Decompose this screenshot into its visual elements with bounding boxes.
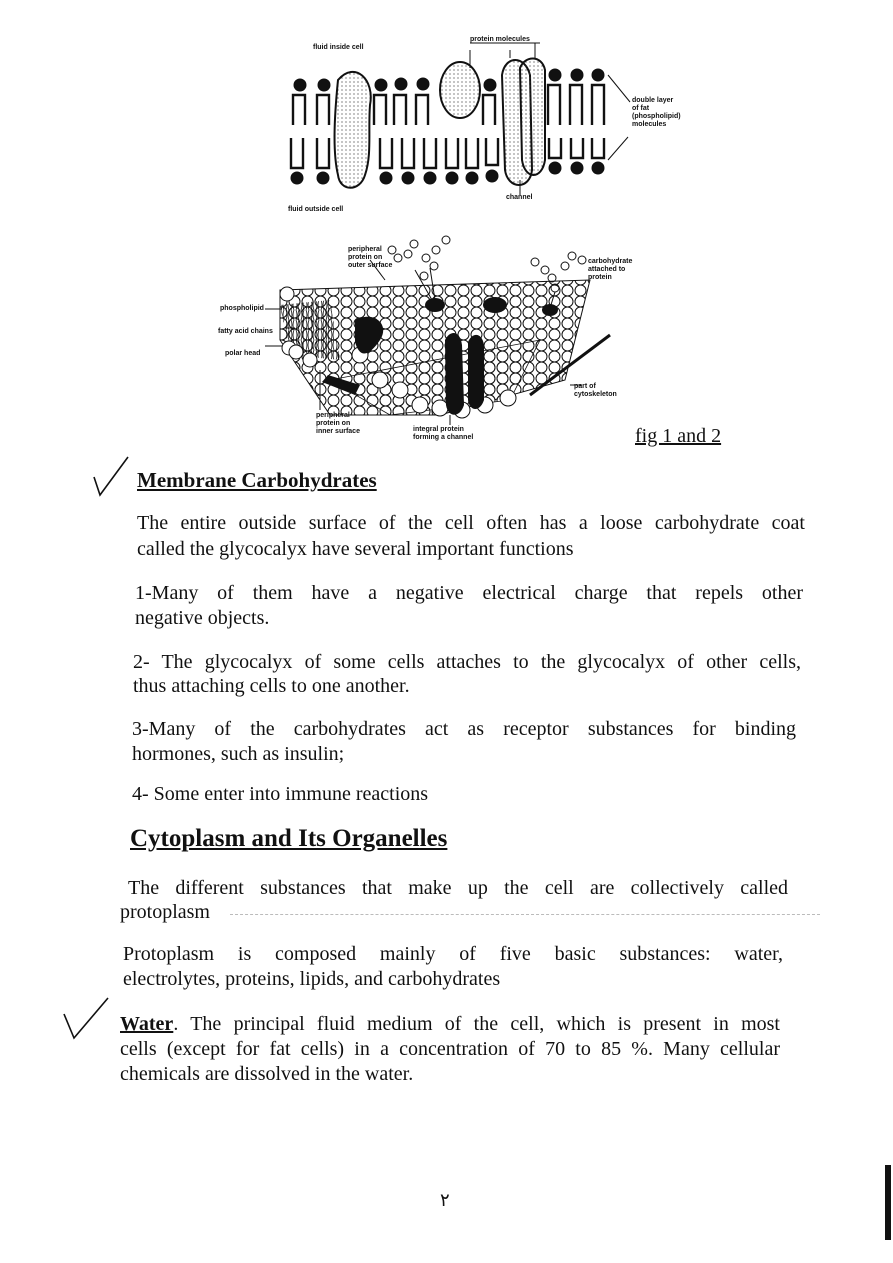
list-item: 4- Some enter into immune reactions [132, 783, 429, 805]
label-channel: channel [506, 194, 533, 201]
label-cytoskeleton: part of cytoskeleton [574, 383, 617, 398]
paragraph-line: cells (except for fat cells) in a concentration of 70 to 85 %. Many cellular [120, 1038, 780, 1060]
paragraph-line: chemicals are dissolved in the water. [120, 1063, 414, 1085]
list-item: 2- The glycocalyx of some cells attaches to the glycocalyx of other cells, [133, 651, 801, 673]
paragraph-line: protoplasm [120, 901, 210, 923]
paragraph-line: The entire outside surface of the cell often has a loose carbohydrate coat [137, 512, 805, 534]
label-protein-molecules: protein molecules [470, 36, 530, 43]
list-item: negative objects. [135, 607, 270, 629]
list-item: 3-Many of the carbohydrates act as receptor substances for binding [132, 718, 796, 740]
label-phospholipid: phospholipid [220, 305, 264, 312]
paragraph-line: Water. The principal fluid medium of the cell, which is present in most [120, 1013, 780, 1035]
list-item: 1-Many of them have a negative electrical charge that repels other [135, 582, 803, 604]
label-fluid-outside: fluid outside cell [288, 206, 344, 213]
label-integral-protein: integral protein forming a channel [413, 426, 474, 441]
paragraph-line: The different substances that make up the cell are collectively called [128, 877, 788, 899]
list-item: thus attaching cells to one another. [133, 675, 410, 697]
paragraph-line: called the glycocalyx have several important functions [137, 538, 574, 560]
paragraph-line: Protoplasm is composed mainly of five basic substances: water, [123, 943, 783, 965]
label-peripheral-inner: peripheral protein on inner surface [316, 412, 360, 435]
page-number: ٢ [440, 1190, 450, 1211]
water-term: Water [120, 1013, 174, 1035]
label-double-layer: double layer of fat (phospholipid) molecules [632, 97, 681, 128]
list-item: hormones, such as insulin; [132, 743, 345, 765]
paragraph-line: electrolytes, proteins, lipids, and carbohydrates [123, 968, 501, 990]
section-heading-cytoplasm: Cytoplasm and Its Organelles [130, 825, 448, 852]
checkmark-icon [92, 455, 132, 500]
label-carbohydrate: carbohydrate attached to protein [588, 258, 633, 281]
label-polar-head: polar head [225, 350, 261, 357]
section-heading-membrane-carbohydrates: Membrane Carbohydrates [137, 468, 377, 492]
bilayer-diagram [280, 40, 640, 205]
label-peripheral-outer: peripheral protein on outer surface [348, 246, 393, 269]
label-fatty-acid: fatty acid chains [218, 328, 273, 335]
checkmark-icon [62, 996, 112, 1044]
scan-dash-line [230, 914, 820, 915]
figure-caption: fig 1 and 2 [635, 425, 722, 447]
label-fluid-inside: fluid inside cell [313, 44, 364, 51]
scan-edge-mark [885, 1165, 891, 1240]
